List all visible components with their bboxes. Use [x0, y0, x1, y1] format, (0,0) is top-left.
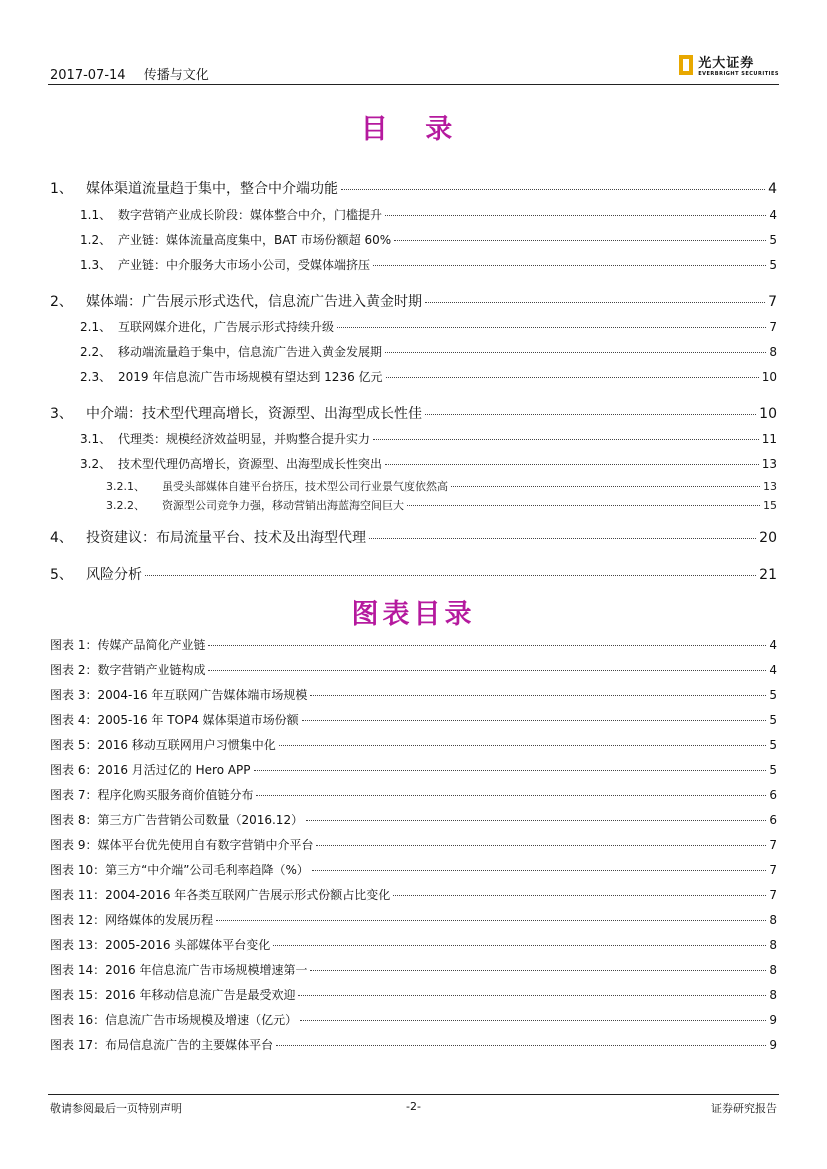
figures-title: 图表目录 [351, 599, 476, 630]
dot-leader [279, 745, 767, 746]
entry-title: 虽受头部媒体自建平台挤压，技术型公司行业景气度依然高 [162, 480, 448, 493]
entry-title: 2019 年信息流广告市场规模有望达到 1236 亿元 [118, 370, 383, 384]
entry-page: 10 [761, 370, 777, 384]
entry-number: 3.2.2、 [106, 499, 145, 512]
entry-number: 1.1、 [80, 208, 112, 222]
entry-page: 8 [769, 988, 777, 1002]
entry-title: 图表 10：第三方“中介端”公司毛利率趋降（%） [50, 863, 309, 877]
dot-leader [298, 995, 766, 996]
report-sector: 传播与文化 [143, 68, 209, 83]
entry-title: 图表 16：信息流广告市场规模及增速（亿元） [50, 1013, 298, 1027]
entry-page: 4 [769, 638, 777, 652]
dot-leader [407, 505, 760, 506]
footer-disclaimer: 敬请参阅最后一页特别声明 [50, 1102, 182, 1115]
dot-leader [373, 439, 759, 440]
entry-number: 3.1、 [80, 432, 112, 446]
dot-leader [425, 414, 756, 415]
entry-title: 技术型代理仍高增长，资源型、出海型成长性突出 [118, 457, 383, 471]
entry-title: 图表 5：2016 移动互联网用户习惯集中化 [50, 738, 276, 752]
dot-leader [341, 189, 765, 190]
toc-entry[interactable] [50, 256, 777, 273]
dot-leader [216, 920, 766, 921]
toc-entry[interactable] [50, 178, 777, 198]
entry-number: 5、 [50, 567, 73, 583]
company-logo [679, 52, 779, 77]
figure-entry[interactable] [50, 686, 777, 703]
entry-title: 图表 17：布局信息流广告的主要媒体平台 [50, 1038, 274, 1052]
toc-entry[interactable] [50, 403, 777, 423]
entry-number: 3.2.1、 [106, 480, 145, 493]
entry-page: 5 [769, 688, 777, 702]
dot-leader [385, 464, 759, 465]
entry-title: 图表 7：程序化购买服务商价值链分布 [50, 788, 254, 802]
dot-leader [394, 240, 766, 241]
dot-leader [316, 845, 766, 846]
figure-entry[interactable] [50, 911, 777, 928]
entry-title: 互联网媒介进化，广告展示形式持续升级 [118, 320, 335, 334]
entry-page: 8 [769, 345, 777, 359]
entry-number: 1.2、 [80, 233, 112, 247]
dot-leader [369, 538, 756, 539]
figure-entry[interactable] [50, 886, 777, 903]
entry-page: 5 [769, 258, 777, 272]
entry-number: 3.2、 [80, 457, 112, 471]
entry-page: 4 [769, 663, 777, 677]
entry-title: 风险分析 [86, 567, 142, 583]
toc-entry[interactable] [50, 318, 777, 335]
toc-entry[interactable] [50, 231, 777, 248]
entry-title: 图表 12：网络媒体的发展历程 [50, 913, 214, 927]
dot-leader [425, 302, 765, 303]
dot-leader [310, 970, 766, 971]
entry-title: 媒体渠道流量趋于集中，整合中介端功能 [86, 181, 338, 197]
footer-doc-type: 证券研究报告 [711, 1102, 777, 1115]
toc-entry[interactable] [50, 206, 777, 223]
dot-leader [300, 1020, 766, 1021]
dot-leader [256, 795, 766, 796]
dot-leader [254, 770, 767, 771]
entry-page: 6 [769, 813, 777, 827]
dot-leader [276, 1045, 766, 1046]
entry-number: 2.2、 [80, 345, 112, 359]
logo-icon [679, 55, 693, 75]
entry-title: 数字营销产业成长阶段：媒体整合中介，门槛提升 [118, 208, 383, 222]
toc-entry[interactable] [50, 478, 777, 494]
toc-entry[interactable] [50, 527, 777, 547]
dot-leader [386, 377, 759, 378]
figure-entry[interactable] [50, 811, 777, 828]
figure-entry[interactable] [50, 786, 777, 803]
page-number: -2- [406, 1100, 421, 1113]
dot-leader [310, 695, 766, 696]
footer-divider [48, 1094, 779, 1095]
toc-entry[interactable] [50, 368, 777, 385]
figure-entry[interactable] [50, 661, 777, 678]
header-info [50, 64, 223, 83]
dot-leader [208, 670, 766, 671]
entry-title: 图表 6：2016 月活过亿的 Hero APP [50, 763, 251, 777]
entry-page: 4 [769, 208, 777, 222]
entry-number: 2.3、 [80, 370, 112, 384]
entry-page: 21 [759, 567, 777, 583]
entry-page: 10 [759, 406, 777, 422]
entry-page: 4 [768, 181, 777, 197]
entry-title: 图表 1：传媒产品简化产业链 [50, 638, 206, 652]
dot-leader [337, 327, 766, 328]
entry-title: 代理类：规模经济效益明显，并购整合提升实力 [118, 432, 371, 446]
entry-page: 7 [769, 863, 777, 877]
figure-entry[interactable] [50, 836, 777, 853]
toc-title: 目 录 [360, 114, 467, 145]
dot-leader [373, 265, 766, 266]
entry-number: 1、 [50, 181, 73, 197]
entry-number: 3、 [50, 406, 73, 422]
entry-page: 7 [769, 320, 777, 334]
figure-entry[interactable] [50, 711, 777, 728]
toc-entry[interactable] [50, 455, 777, 472]
entry-page: 7 [768, 294, 777, 310]
entry-page: 11 [761, 432, 777, 446]
entry-title: 图表 4：2005-16 年 TOP4 媒体渠道市场份额 [50, 713, 299, 727]
dot-leader [306, 820, 766, 821]
figure-entry[interactable] [50, 1011, 777, 1028]
dot-leader [208, 645, 766, 646]
dot-leader [145, 575, 756, 576]
report-date: 2017-07-14 [50, 68, 126, 83]
entry-title: 图表 3：2004-16 年互联网广告媒体端市场规模 [50, 688, 308, 702]
logo-en: EVERBRIGHT SECURITIES [698, 71, 779, 77]
entry-title: 投资建议：布局流量平台、技术及出海型代理 [86, 530, 366, 546]
entry-number: 2.1、 [80, 320, 112, 334]
entry-title: 媒体端：广告展示形式迭代，信息流广告进入黄金时期 [86, 294, 422, 310]
entry-page: 7 [769, 838, 777, 852]
header-divider [48, 84, 779, 85]
toc-entry[interactable] [50, 343, 777, 360]
entry-title: 中介端：技术型代理高增长，资源型、出海型成长性佳 [86, 406, 422, 422]
entry-page: 6 [769, 788, 777, 802]
logo-cn: 光大证券 [698, 56, 755, 71]
entry-page: 5 [769, 233, 777, 247]
toc-entry[interactable] [50, 497, 777, 513]
entry-title: 产业链：中介服务大市场小公司，受媒体端挤压 [118, 258, 371, 272]
entry-title: 产业链：媒体流量高度集中，BAT 市场份额超 60% [118, 233, 392, 247]
dot-leader [393, 895, 766, 896]
entry-title: 图表 13：2005-2016 头部媒体平台变化 [50, 938, 271, 952]
dot-leader [451, 486, 760, 487]
entry-title: 资源型公司竞争力强，移动营销出海蓝海空间巨大 [162, 499, 404, 512]
entry-page: 13 [763, 480, 777, 493]
figure-entry[interactable] [50, 1036, 777, 1053]
entry-number: 4、 [50, 530, 73, 546]
figure-entry[interactable] [50, 861, 777, 878]
dot-leader [385, 352, 766, 353]
entry-title: 图表 9：媒体平台优先使用自有数字营销中介平台 [50, 838, 314, 852]
entry-number: 2、 [50, 294, 73, 310]
toc-entry[interactable] [50, 430, 777, 447]
dot-leader [273, 945, 766, 946]
entry-number: 1.3、 [80, 258, 112, 272]
entry-page: 5 [769, 713, 777, 727]
entry-page: 8 [769, 938, 777, 952]
entry-page: 13 [761, 457, 777, 471]
figure-entry[interactable] [50, 636, 777, 653]
entry-title: 图表 15：2016 年移动信息流广告是最受欢迎 [50, 988, 296, 1002]
entry-page: 9 [769, 1038, 777, 1052]
dot-leader [312, 870, 766, 871]
entry-page: 8 [769, 963, 777, 977]
toc-entry[interactable] [50, 291, 777, 311]
figure-entry[interactable] [50, 961, 777, 978]
entry-page: 8 [769, 913, 777, 927]
entry-page: 20 [759, 530, 777, 546]
entry-page: 9 [769, 1013, 777, 1027]
dot-leader [385, 215, 766, 216]
figure-entry[interactable] [50, 936, 777, 953]
entry-title: 图表 11：2004-2016 年各类互联网广告展示形式份额占比变化 [50, 888, 391, 902]
figure-entry[interactable] [50, 761, 777, 778]
entry-page: 5 [769, 738, 777, 752]
entry-title: 移动端流量趋于集中，信息流广告进入黄金发展期 [118, 345, 383, 359]
entry-page: 15 [763, 499, 777, 512]
entry-title: 图表 14：2016 年信息流广告市场规模增速第一 [50, 963, 308, 977]
dot-leader [302, 720, 767, 721]
figure-entry[interactable] [50, 986, 777, 1003]
entry-title: 图表 8：第三方广告营销公司数量（2016.12） [50, 813, 304, 827]
toc-entry[interactable] [50, 564, 777, 584]
entry-title: 图表 2：数字营销产业链构成 [50, 663, 206, 677]
entry-page: 7 [769, 888, 777, 902]
figure-entry[interactable] [50, 736, 777, 753]
entry-page: 5 [769, 763, 777, 777]
